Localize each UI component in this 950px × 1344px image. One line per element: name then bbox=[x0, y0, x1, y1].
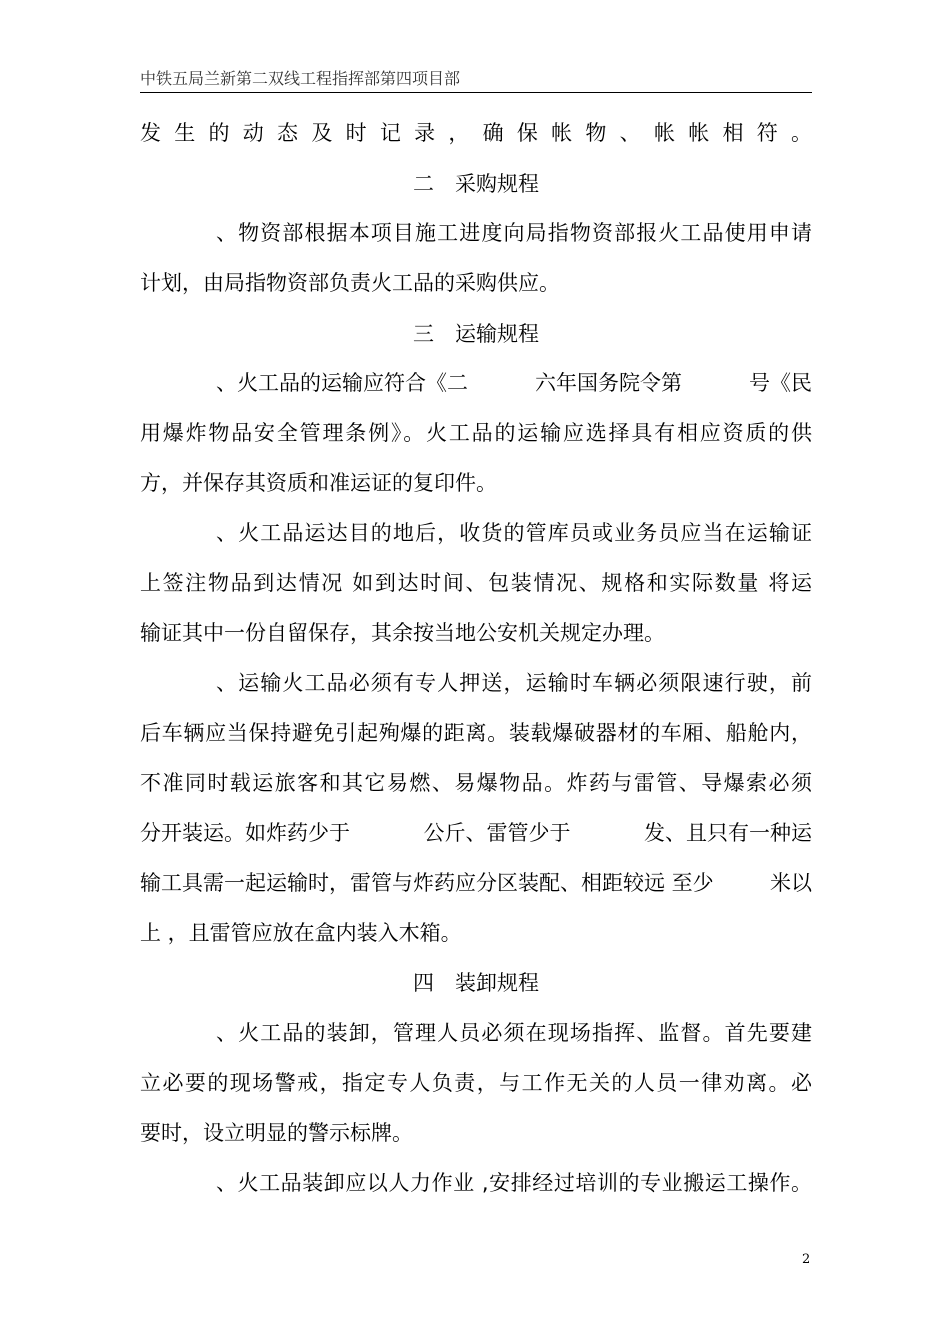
body-line: 要时，设立明显的警示标牌。 bbox=[140, 1121, 413, 1145]
page-number: 2 bbox=[802, 1252, 811, 1267]
body-line: 输证其中一份自留保存，其余按当地公安机关规定办理。 bbox=[140, 621, 665, 645]
body-line bbox=[216, 368, 812, 398]
body-line bbox=[140, 818, 812, 848]
body-line: 不准同时载运旅客和其它易燃、易爆物品。炸药与雷管、导爆索必须 bbox=[140, 771, 812, 795]
body-line: 、火工品装卸应以人力作业 ,安排经过培训的专业搬运工操作。 bbox=[216, 1171, 812, 1195]
text-segment: 分开装运。如炸药少于 bbox=[140, 821, 350, 845]
header-rule bbox=[140, 92, 812, 93]
body-line: 上 ，且雷管应放在盒内装入木箱。 bbox=[140, 921, 462, 945]
body-line: 、运输火工品必须有专人押送，运输时车辆必须限速行驶，前 bbox=[216, 671, 812, 695]
section-heading-loading: 四 装卸规程 bbox=[413, 971, 539, 995]
text-segment: 六年国务院令第 bbox=[535, 371, 682, 395]
body-line: 发生的动态及时记录，确保帐物、帐帐相符。 bbox=[140, 121, 812, 145]
body-line: 后车辆应当保持避免引起殉爆的距离。装载爆破器材的车厢、船舱内， bbox=[140, 721, 812, 745]
body-line: 方，并保存其资质和准运证的复印件。 bbox=[140, 471, 497, 495]
body-line: 、火工品的装卸，管理人员必须在现场指挥、监督。首先要建 bbox=[216, 1021, 812, 1045]
body-line: 立必要的现场警戒，指定专人负责，与工作无关的人员一律劝离。必 bbox=[140, 1071, 812, 1095]
text-segment: 公斤、雷管少于 bbox=[423, 821, 571, 845]
body-line: 、物资部根据本项目施工进度向局指物资部报火工品使用申请 bbox=[216, 221, 812, 245]
section-heading-procurement: 二 采购规程 bbox=[413, 172, 539, 196]
text-segment: 发、且只有一种运 bbox=[644, 821, 812, 845]
text-segment: 输工具需一起运输时，雷管与炸药应分区装配、相距较远 至少 bbox=[140, 871, 714, 895]
section-heading-transport: 三 运输规程 bbox=[413, 322, 539, 346]
body-line: 用爆炸物品安全管理条例》。火工品的运输应选择具有相应资质的供 bbox=[140, 421, 812, 445]
body-line: 上签注物品到达情况 如到达时间、包装情况、规格和实际数量 将运 bbox=[140, 571, 812, 595]
text-segment: 米以 bbox=[770, 871, 812, 895]
text-segment: 号《民 bbox=[749, 371, 812, 395]
body-line: 计划，由局指物资部负责火工品的采购供应。 bbox=[140, 271, 560, 295]
body-line: 、火工品运达目的地后，收货的管库员或业务员应当在运输证 bbox=[216, 521, 812, 545]
text-segment: 、火工品的运输应符合《二 bbox=[216, 371, 468, 395]
page-header: 中铁五局兰新第二双线工程指挥部第四项目部 bbox=[140, 69, 461, 88]
body-line bbox=[140, 868, 812, 898]
